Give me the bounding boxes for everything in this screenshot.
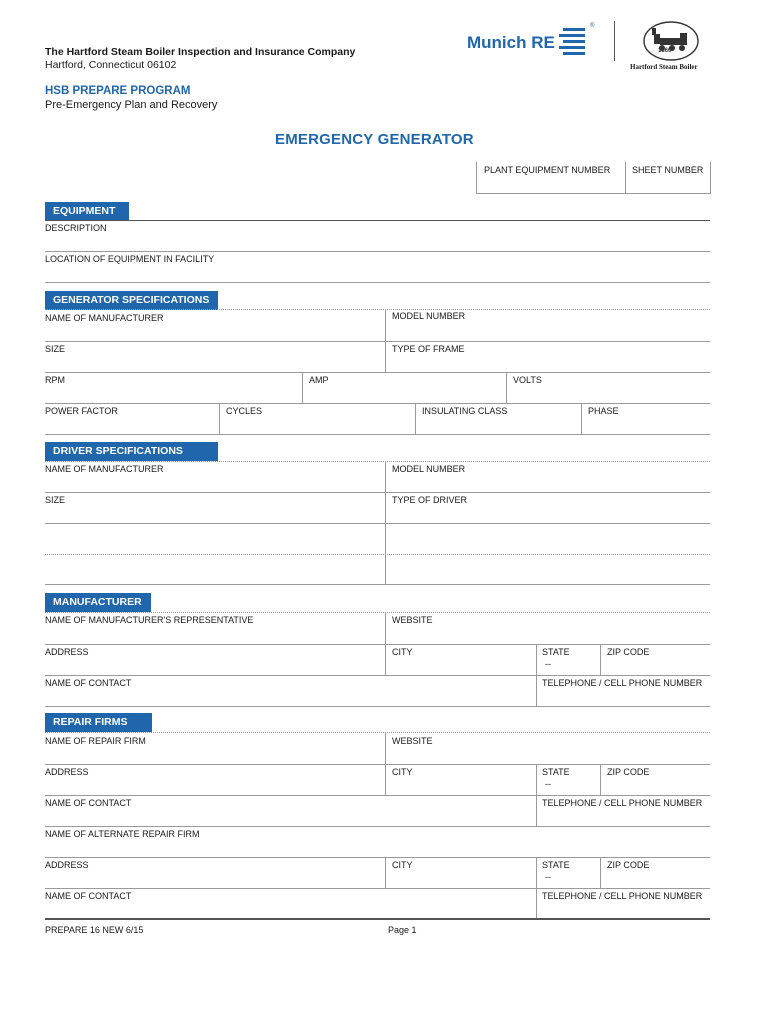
alt-repair-phone-field[interactable]: TELEPHONE / CELL PHONE NUMBER <box>542 891 703 901</box>
equipment-location-field[interactable]: LOCATION OF EQUIPMENT IN FACILITY <box>45 254 215 264</box>
driver-model-field[interactable]: MODEL NUMBER <box>392 464 466 474</box>
description-field[interactable]: DESCRIPTION <box>45 223 107 233</box>
phase-field[interactable]: PHASE <box>588 406 619 416</box>
registered-mark: ® <box>590 23 595 29</box>
company-location: Hartford, Connecticut 06102 <box>45 59 177 71</box>
repair-website-field[interactable]: WEBSITE <box>392 736 433 746</box>
cycles-field[interactable]: CYCLES <box>226 406 263 416</box>
insulating-class-field[interactable]: INSULATING CLASS <box>422 406 508 416</box>
repair-phone-field[interactable]: TELEPHONE / CELL PHONE NUMBER <box>542 798 703 808</box>
alt-repair-firm-field[interactable]: NAME OF ALTERNATE REPAIR FIRM <box>45 829 200 839</box>
alt-repair-contact-field[interactable]: NAME OF CONTACT <box>45 891 132 901</box>
volts-field[interactable]: VOLTS <box>513 375 542 385</box>
manufacturer-section-header: MANUFACTURER <box>45 593 151 612</box>
munich-re-logo-text: Munich RE <box>467 33 555 52</box>
generator-model-field[interactable]: MODEL NUMBER <box>392 311 466 321</box>
amp-field[interactable]: AMP <box>309 375 329 385</box>
driver-specs-section-header: DRIVER SPECIFICATIONS <box>45 442 218 461</box>
repair-firm-field[interactable]: NAME OF REPAIR FIRM <box>45 736 146 746</box>
repair-contact-field[interactable]: NAME OF CONTACT <box>45 798 132 808</box>
manufacturer-rep-field[interactable]: NAME OF MANUFACTURER'S REPRESENTATIVE <box>45 615 254 625</box>
munich-re-emblem-icon <box>556 26 596 60</box>
alt-repair-city-field[interactable]: CITY <box>392 860 413 870</box>
manufacturer-state-field[interactable]: STATE <box>542 647 570 657</box>
manufacturer-state-value: -- <box>545 659 551 669</box>
driver-size-field[interactable]: SIZE <box>45 495 66 505</box>
form-code: PREPARE 16 NEW 6/15 <box>45 925 144 935</box>
frame-type-field[interactable]: TYPE OF FRAME <box>392 344 465 354</box>
program-title: HSB PREPARE PROGRAM <box>45 85 191 97</box>
alt-repair-address-field[interactable]: ADDRESS <box>45 860 89 870</box>
repair-state-field[interactable]: STATE <box>542 767 570 777</box>
alt-repair-zip-field[interactable]: ZIP CODE <box>607 860 650 870</box>
driver-manufacturer-field[interactable]: NAME OF MANUFACTURER <box>45 464 164 474</box>
company-name: The Hartford Steam Boiler Inspection and Insurance Company <box>45 46 356 58</box>
generator-specs-section-header: GENERATOR SPECIFICATIONS <box>45 291 218 310</box>
generator-manufacturer-field[interactable]: NAME OF MANUFACTURER <box>45 313 164 323</box>
repair-address-field[interactable]: ADDRESS <box>45 767 89 777</box>
form-title: EMERGENCY GENERATOR <box>275 131 474 148</box>
sheet-number-field[interactable]: SHEET NUMBER <box>632 165 704 175</box>
hsb-year: 1866 <box>658 48 672 54</box>
logo-divider <box>614 21 615 61</box>
manufacturer-address-field[interactable]: ADDRESS <box>45 647 89 657</box>
repair-zip-field[interactable]: ZIP CODE <box>607 767 650 777</box>
driver-type-field[interactable]: TYPE OF DRIVER <box>392 495 468 505</box>
equipment-section-header: EQUIPMENT <box>45 202 129 221</box>
program-subtitle: Pre-Emergency Plan and Recovery <box>45 99 218 111</box>
page-number: Page 1 <box>388 925 417 935</box>
alt-repair-state-value: -- <box>545 872 551 882</box>
power-factor-field[interactable]: POWER FACTOR <box>45 406 118 416</box>
repair-firms-section-header: REPAIR FIRMS <box>45 713 152 732</box>
manufacturer-contact-field[interactable]: NAME OF CONTACT <box>45 678 132 688</box>
hsb-logo-text: Hartford Steam Boiler <box>630 63 698 71</box>
manufacturer-city-field[interactable]: CITY <box>392 647 413 657</box>
alt-repair-state-field[interactable]: STATE <box>542 860 570 870</box>
rpm-field[interactable]: RPM <box>45 375 65 385</box>
manufacturer-zip-field[interactable]: ZIP CODE <box>607 647 650 657</box>
plant-equipment-number-field[interactable]: PLANT EQUIPMENT NUMBER <box>484 165 611 175</box>
repair-city-field[interactable]: CITY <box>392 767 413 777</box>
manufacturer-phone-field[interactable]: TELEPHONE / CELL PHONE NUMBER <box>542 678 703 688</box>
hsb-locomotive-seal-icon <box>642 20 700 62</box>
repair-state-value: -- <box>545 779 551 789</box>
manufacturer-website-field[interactable]: WEBSITE <box>392 615 433 625</box>
generator-size-field[interactable]: SIZE <box>45 344 66 354</box>
